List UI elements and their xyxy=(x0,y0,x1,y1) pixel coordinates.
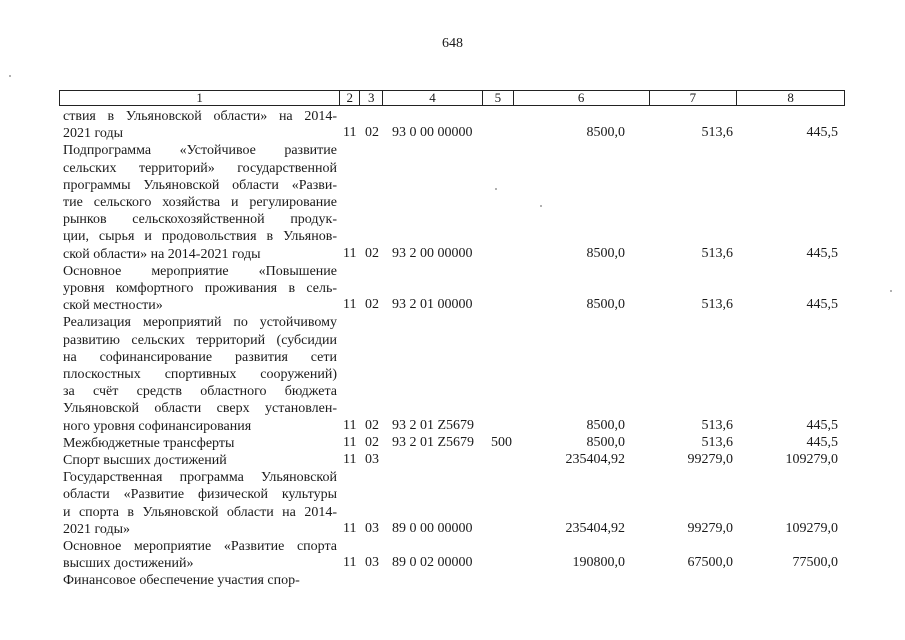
cell-col-2: 11 xyxy=(343,520,357,536)
description-line: рынков сельскохозяйственной продук- xyxy=(63,212,337,228)
scan-speck xyxy=(540,205,542,207)
cell-col-6: 8500,0 xyxy=(586,297,625,313)
header-col-7: 7 xyxy=(650,91,738,105)
description-line: Государственная программа Ульяновской xyxy=(63,470,337,486)
description-line: ции, сырья и продовольствия в Ульянов- xyxy=(63,229,337,245)
header-col-4: 4 xyxy=(383,91,483,105)
cell-col-8: 445,5 xyxy=(806,434,838,450)
cell-col-4: 93 2 01 Z5679 xyxy=(392,434,475,450)
cell-col-6: 8500,0 xyxy=(586,417,625,433)
page-number: 648 xyxy=(442,36,463,51)
cell-col-2: 11 xyxy=(343,417,357,433)
cell-col-2: 11 xyxy=(343,245,357,261)
cell-col-2: 11 xyxy=(343,452,357,467)
row-description xyxy=(63,142,337,262)
cell-col-3: 03 xyxy=(365,520,379,536)
row-description xyxy=(63,263,337,315)
cell-col-4: 93 2 00 00000 xyxy=(392,245,473,261)
description-line: программы Ульяновской области «Разви- xyxy=(63,177,337,193)
description-line: уровня комфортного проживания в сель- xyxy=(63,281,337,296)
cell-col-8: 109279,0 xyxy=(785,520,838,536)
cell-col-7: 67500,0 xyxy=(687,555,733,571)
description-line: Основное мероприятие «Повышение xyxy=(63,263,337,279)
scan-speck xyxy=(890,290,892,292)
header-col-3: 3 xyxy=(360,91,383,105)
cell-col-4: 93 0 00 00000 xyxy=(392,125,473,141)
cell-col-7: 513,6 xyxy=(701,125,733,141)
cell-col-7: 513,6 xyxy=(701,434,733,450)
description-line: за счёт средств областного бюджета xyxy=(63,384,337,400)
description-line: Ульяновской области сверх установлен- xyxy=(63,401,337,417)
description-line: области «Развитие физической культуры xyxy=(63,487,337,503)
cell-col-2: 11 xyxy=(343,434,357,450)
cell-col-2: 11 xyxy=(343,125,357,141)
cell-col-4: 89 0 02 00000 xyxy=(392,555,473,571)
cell-col-2: 11 xyxy=(343,555,357,571)
cell-col-8: 445,5 xyxy=(806,297,838,313)
cell-col-3: 02 xyxy=(365,125,379,141)
scan-speck xyxy=(495,188,497,190)
table-header xyxy=(59,90,845,106)
cell-col-6: 190800,0 xyxy=(572,555,625,571)
description-line: ного уровня софинансирования xyxy=(63,418,252,434)
cell-col-6: 8500,0 xyxy=(586,434,625,450)
header-col-6: 6 xyxy=(514,91,650,105)
cell-col-6: 235404,92 xyxy=(565,520,625,536)
description-line: Реализация мероприятий по устойчивому xyxy=(63,315,337,331)
header-col-2: 2 xyxy=(340,91,360,105)
description-line: Спорт высших достижений xyxy=(63,453,227,468)
description-line: и спорта в Ульяновской области на 2014- xyxy=(63,504,337,520)
description-line: на софинансирование развития сети xyxy=(63,349,337,365)
header-col-8: 8 xyxy=(787,90,794,105)
cell-col-3: 03 xyxy=(365,555,379,571)
description-line: 2021 годы» xyxy=(63,521,131,537)
cell-col-4: 89 0 00 00000 xyxy=(392,520,473,536)
row-description xyxy=(63,538,337,572)
description-line: сельских территорий» государственной xyxy=(63,160,337,176)
cell-col-8: 109279,0 xyxy=(785,452,838,467)
cell-col-3: 02 xyxy=(365,297,379,313)
description-line: Подпрограмма «Устойчивое развитие xyxy=(63,143,337,159)
description-line: 2021 годы xyxy=(63,126,124,142)
description-line: ствия в Ульяновской области» на 2014- xyxy=(63,109,337,124)
description-line: плоскостных спортивных сооружений) xyxy=(63,367,337,382)
description-line: высших достижений» xyxy=(63,556,194,572)
cell-col-3: 03 xyxy=(365,452,379,467)
cell-col-7: 99279,0 xyxy=(687,452,733,467)
cell-col-2: 11 xyxy=(343,297,357,313)
header-col-5: 5 xyxy=(483,91,514,105)
cell-col-8: 445,5 xyxy=(806,125,838,141)
description-line: тие сельского хозяйства и регулирование xyxy=(63,195,337,210)
cell-col-7: 513,6 xyxy=(701,245,733,261)
cell-col-7: 513,6 xyxy=(701,417,733,433)
description-line: развитию сельских территорий (субсидии xyxy=(63,332,337,348)
cell-col-4: 93 2 01 00000 xyxy=(392,297,473,313)
cell-col-6: 235404,92 xyxy=(565,452,625,467)
cell-col-8: 445,5 xyxy=(806,245,838,261)
scan-speck xyxy=(9,75,11,77)
cell-col-3: 02 xyxy=(365,417,379,433)
cell-col-8: 77500,0 xyxy=(792,555,838,571)
cell-col-5: 500 xyxy=(491,434,512,450)
cell-col-6: 8500,0 xyxy=(586,245,625,261)
cell-col-7: 99279,0 xyxy=(687,520,733,536)
row-description xyxy=(63,469,337,538)
description-line: Финансовое обеспечение участия спор- xyxy=(63,573,300,589)
description-line: Основное мероприятие «Развитие спорта xyxy=(63,539,337,554)
cell-col-8: 445,5 xyxy=(806,417,838,433)
row-description xyxy=(63,572,337,589)
cell-col-6: 8500,0 xyxy=(586,125,625,141)
cell-col-4: 93 2 01 Z5679 xyxy=(392,417,475,433)
cell-col-3: 02 xyxy=(365,434,379,450)
description-line: ской местности» xyxy=(63,298,163,314)
row-description xyxy=(63,452,337,469)
cell-col-3: 02 xyxy=(365,245,379,261)
row-description xyxy=(63,108,337,142)
row-description xyxy=(63,314,337,434)
description-line: ской области» на 2014-2021 годы xyxy=(63,246,261,262)
row-description xyxy=(63,435,337,452)
description-line: Межбюджетные трансферты xyxy=(63,435,235,451)
header-col-1: 1 xyxy=(60,91,340,105)
cell-col-7: 513,6 xyxy=(701,297,733,313)
